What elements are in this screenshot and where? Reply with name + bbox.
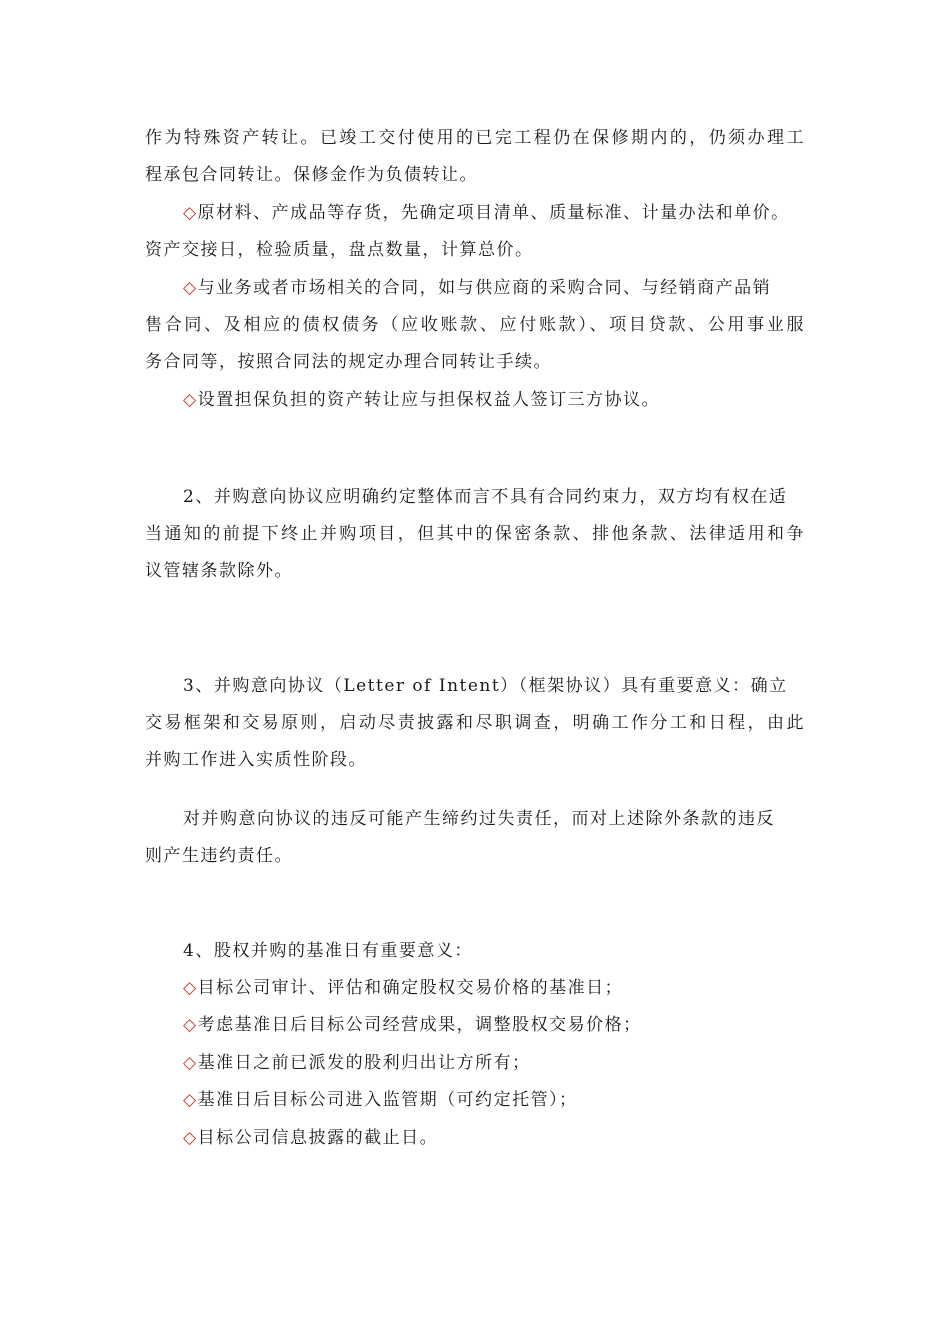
diamond-bullet-icon: ◇ — [183, 1015, 198, 1035]
paragraph-line: 当通知的前提下终止并购项目，但其中的保密条款、排他条款、法律适用和争 — [145, 524, 805, 544]
numbered-point-line: 2、并购意向协议应明确约定整体而言不具有合同约束力，双方均有权在适 — [183, 487, 788, 507]
bullet-text: 原材料、产成品等存货，先确定项目清单、质量标准、计量办法和单价。 — [197, 203, 790, 223]
bullet-item — [183, 276, 805, 300]
diamond-bullet-icon: ◇ — [183, 1090, 198, 1110]
paragraph-line: 作为特殊资产转让。已竣工交付使用的已完工程仍在保修期内的，仍须办理工 — [145, 128, 805, 148]
bullet-text: 基准日后目标公司进入监管期（可约定托管）； — [197, 1090, 578, 1110]
bullet-item — [183, 1126, 805, 1150]
bullet-item — [183, 1051, 805, 1075]
paragraph-line: 交易框架和交易原则，启动尽责披露和尽职调查，明确工作分工和日程，由此 — [145, 713, 805, 733]
diamond-bullet-icon: ◇ — [183, 278, 198, 298]
paragraph-line: 并购工作进入实质性阶段。 — [145, 750, 367, 770]
bullet-text: 与业务或者市场相关的合同，如与供应商的采购合同、与经销商产品销 — [197, 278, 772, 298]
paragraph-line: 务合同等，按照合同法的规定办理合同转让手续。 — [145, 352, 552, 372]
paragraph-line: 售合同、及相应的债权债务（应收账款、应付账款）、项目贷款、公用事业服 — [145, 315, 805, 335]
diamond-bullet-icon: ◇ — [183, 1128, 198, 1148]
numbered-point-heading: 4、股权并购的基准日有重要意义： — [183, 941, 473, 961]
bullet-item — [183, 1013, 805, 1037]
diamond-bullet-icon: ◇ — [183, 390, 198, 410]
bullet-text: 设置担保负担的资产转让应与担保权益人签订三方协议。 — [197, 390, 661, 410]
bullet-text: 考虑基准日后目标公司经营成果，调整股权交易价格； — [197, 1015, 642, 1035]
bullet-item — [183, 201, 805, 225]
paragraph-line: 则产生违约责任。 — [145, 846, 293, 866]
bullet-item — [183, 1088, 805, 1112]
bullet-item — [183, 388, 805, 412]
paragraph-line: 程承包合同转让。保修金作为负债转让。 — [145, 165, 478, 185]
paragraph-line: 议管辖条款除外。 — [145, 561, 293, 581]
diamond-bullet-icon: ◇ — [183, 1053, 198, 1073]
numbered-point-line: 3、并购意向协议（Letter of Intent）（框架协议）具有重要意义：确立 — [183, 676, 788, 696]
bullet-text: 目标公司审计、评估和确定股权交易价格的基准日； — [197, 978, 624, 998]
bullet-text: 目标公司信息披露的截止日。 — [197, 1128, 439, 1148]
diamond-bullet-icon: ◇ — [183, 203, 198, 223]
note-line: 对并购意向协议的违反可能产生缔约过失责任，而对上述除外条款的违反 — [183, 809, 775, 829]
diamond-bullet-icon: ◇ — [183, 978, 198, 998]
paragraph-line: 资产交接日，检验质量，盘点数量，计算总价。 — [145, 240, 534, 260]
bullet-item — [183, 976, 805, 1000]
bullet-text: 基准日之前已派发的股利归出让方所有； — [197, 1053, 531, 1073]
